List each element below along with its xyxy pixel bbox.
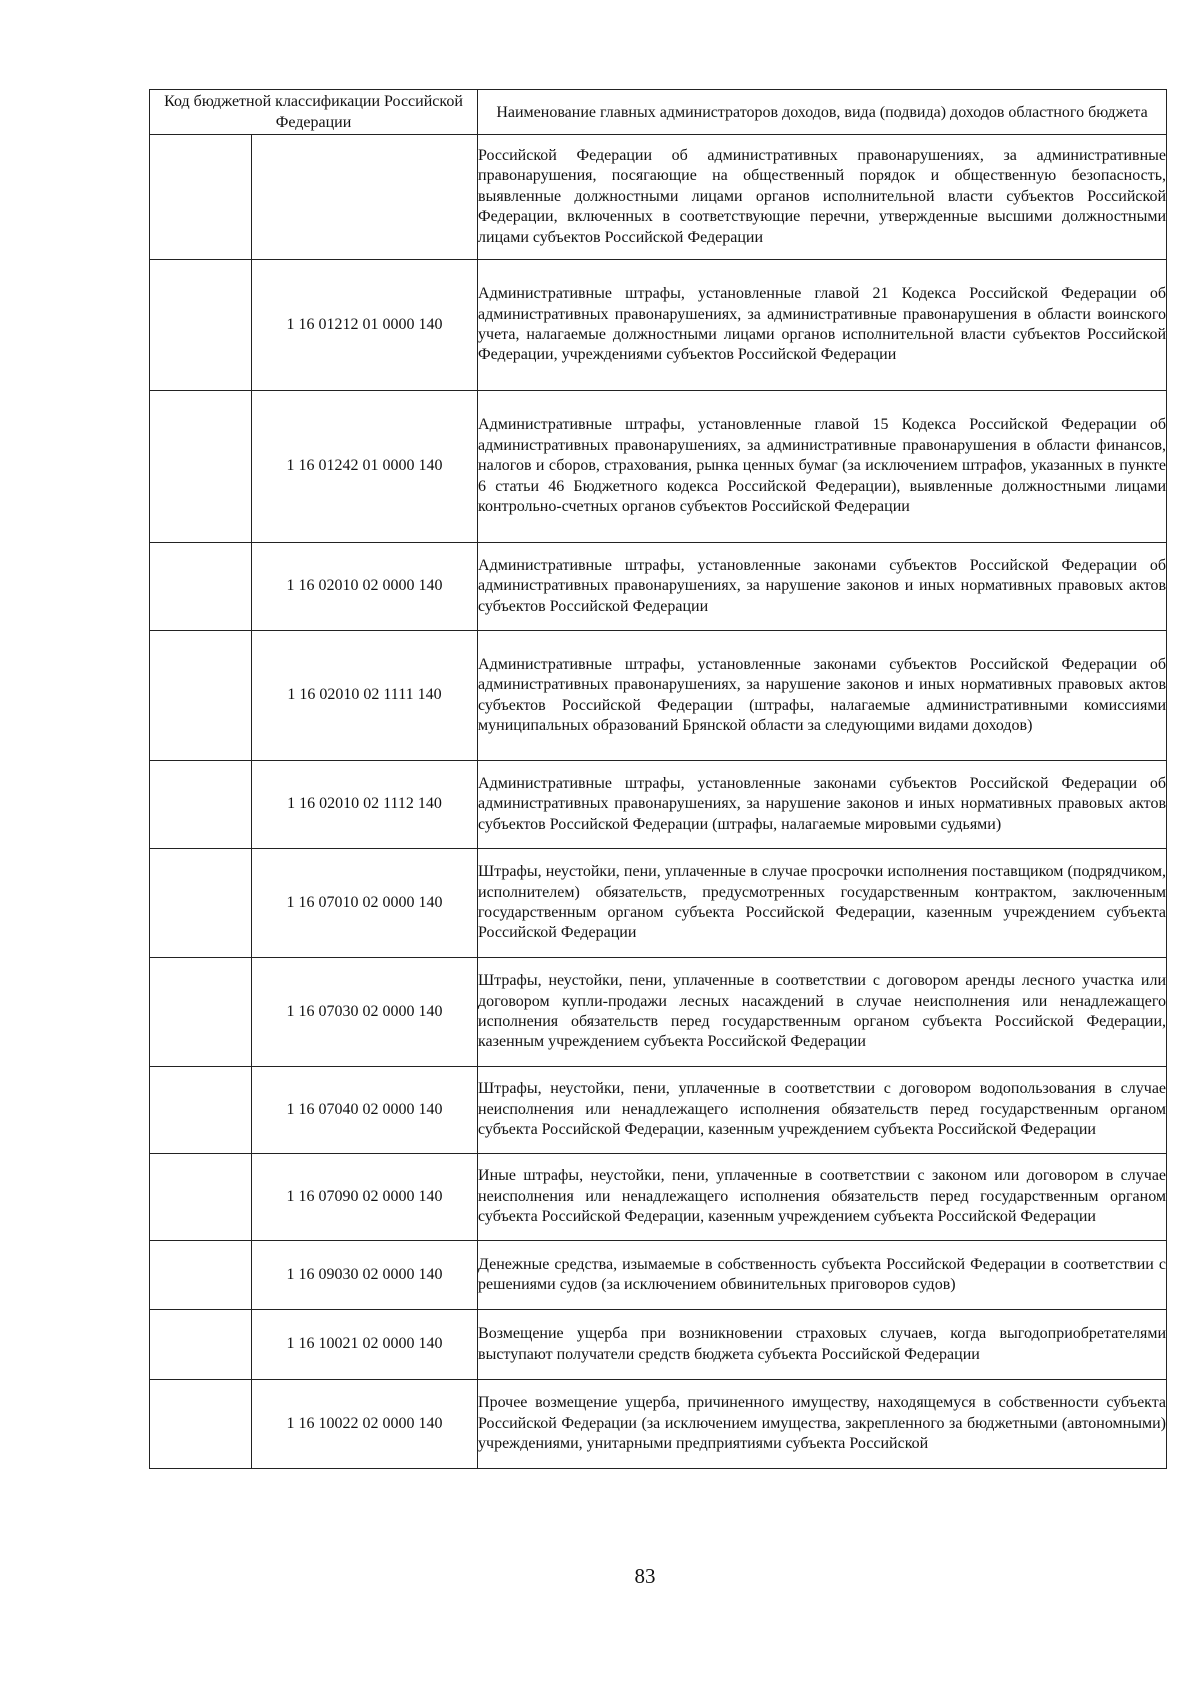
admin-code-cell <box>150 543 252 631</box>
budget-classification-table <box>149 89 1167 1469</box>
table-row <box>150 761 1167 849</box>
table-row <box>150 135 1167 260</box>
name-cell: Российской Федерации об административных правонарушениях, за административные правонарушения, посягающие на общественный порядок и общественную безопасность, выявленные должностными лицами органов исполнительной власти субъектов Российской Федерации, включенных в соответствующие перечни, утвержденные высшими должностными лицами субъектов Российской Федерации <box>478 135 1167 260</box>
name-cell: Административные штрафы, установленные законами субъектов Российской Федерации об административных правонарушениях, за нарушение законов и иных нормативных правовых актов субъектов Российской Федерации (штрафы, налагаемые мировыми судьями) <box>478 761 1167 849</box>
admin-code-cell <box>150 761 252 849</box>
table-row <box>150 1241 1167 1310</box>
name-cell: Административные штрафы, установленные главой 15 Кодекса Российской Федерации об административных правонарушениях, за административные правонарушения в области финансов, налогов и сборов, страхования, рынка ценных бумаг (за исключением штрафов, указанных в пункте 6 статьи 46 Бюджетного кодекса Российской Федерации), выявленные должностными лицами контрольно-счетных органов субъектов Российской Федерации <box>478 391 1167 543</box>
code-cell: 1 16 10021 02 0000 140 <box>252 1310 478 1380</box>
code-cell: 1 16 09030 02 0000 140 <box>252 1241 478 1310</box>
name-cell: Административные штрафы, установленные законами субъектов Российской Федерации об административных правонарушениях, за нарушение законов и иных нормативных правовых актов субъектов Российской Федерации <box>478 543 1167 631</box>
code-cell: 1 16 07010 02 0000 140 <box>252 849 478 958</box>
admin-code-cell <box>150 391 252 543</box>
table-row <box>150 1310 1167 1380</box>
table-row <box>150 1154 1167 1241</box>
code-cell: 1 16 02010 02 0000 140 <box>252 543 478 631</box>
admin-code-cell <box>150 1380 252 1469</box>
code-cell: 1 16 07030 02 0000 140 <box>252 958 478 1067</box>
table-row <box>150 1067 1167 1154</box>
name-cell: Штрафы, неустойки, пени, уплаченные в соответствии с договором водопользования в случае неисполнения или ненадлежащего исполнения обязательств перед государственным органом субъекта Российской Федерации, казенным учреждением субъекта Российской Федерации <box>478 1067 1167 1154</box>
admin-code-cell <box>150 1241 252 1310</box>
header-code-column: Код бюджетной классификации Российской Федерации <box>150 90 478 135</box>
name-cell: Штрафы, неустойки, пени, уплаченные в соответствии с договором аренды лесного участка или договором купли-продажи лесных насаждений в случае неисполнения или ненадлежащего исполнения обязательств перед государственным органом субъекта Российской Федерации, казенным учреждением субъекта Российской Федерации <box>478 958 1167 1067</box>
name-cell: Иные штрафы, неустойки, пени, уплаченные в соответствии с законом или договором в случае неисполнения или ненадлежащего исполнения обязательств перед государственным органом субъекта Российской Федерации, казенным учреждением субъекта Российской Федерации <box>478 1154 1167 1241</box>
admin-code-cell <box>150 849 252 958</box>
table-row <box>150 958 1167 1067</box>
admin-code-cell <box>150 1310 252 1380</box>
code-cell: 1 16 10022 02 0000 140 <box>252 1380 478 1469</box>
table-row <box>150 631 1167 761</box>
code-cell: 1 16 07040 02 0000 140 <box>252 1067 478 1154</box>
code-cell <box>252 135 478 260</box>
table-header-row <box>150 90 1167 135</box>
page-number: 83 <box>634 1564 656 1588</box>
table-row <box>150 543 1167 631</box>
name-cell: Денежные средства, изымаемые в собственность субъекта Российской Федерации в соответствии с решениями судов (за исключением обвинительных приговоров судов) <box>478 1241 1167 1310</box>
name-cell: Возмещение ущерба при возникновении страховых случаев, когда выгодоприобретателями выступают получатели средств бюджета субъекта Российской Федерации <box>478 1310 1167 1380</box>
admin-code-cell <box>150 631 252 761</box>
code-cell: 1 16 02010 02 1112 140 <box>252 761 478 849</box>
admin-code-cell <box>150 1154 252 1241</box>
table-row <box>150 1380 1167 1469</box>
admin-code-cell <box>150 260 252 391</box>
code-cell: 1 16 07090 02 0000 140 <box>252 1154 478 1241</box>
name-cell: Штрафы, неустойки, пени, уплаченные в случае просрочки исполнения поставщиком (подрядчиком, исполнителем) обязательств, предусмотренных государственным контрактом, заключенным государственным органом субъекта Российской Федерации, казенным учреждением субъекта Российской Федерации <box>478 849 1167 958</box>
code-cell: 1 16 01242 01 0000 140 <box>252 391 478 543</box>
name-cell: Административные штрафы, установленные главой 21 Кодекса Российской Федерации об административных правонарушениях, за административные правонарушения в области воинского учета, налагаемые должностными лицами органов исполнительной власти субъектов Российской Федерации, учреждениями субъектов Российской Федерации <box>478 260 1167 391</box>
admin-code-cell <box>150 958 252 1067</box>
table-row <box>150 260 1167 391</box>
header-name-column: Наименование главных администраторов доходов, вида (подвида) доходов областного бюджета <box>478 90 1167 135</box>
name-cell: Административные штрафы, установленные законами субъектов Российской Федерации об административных правонарушениях, за нарушение законов и иных нормативных правовых актов субъектов Российской Федерации (штрафы, налагаемые административными комиссиями муниципальных образований Брянской области за следующими видами доходов) <box>478 631 1167 761</box>
table-row <box>150 849 1167 958</box>
code-cell: 1 16 01212 01 0000 140 <box>252 260 478 391</box>
admin-code-cell <box>150 1067 252 1154</box>
code-cell: 1 16 02010 02 1111 140 <box>252 631 478 761</box>
table-row <box>150 391 1167 543</box>
admin-code-cell <box>150 135 252 260</box>
name-cell: Прочее возмещение ущерба, причиненного имуществу, находящемуся в собственности субъекта Российской Федерации (за исключением имущества, закрепленного за бюджетными (автономными) учреждениями, унитарными предприятиями субъекта Российской <box>478 1380 1167 1469</box>
